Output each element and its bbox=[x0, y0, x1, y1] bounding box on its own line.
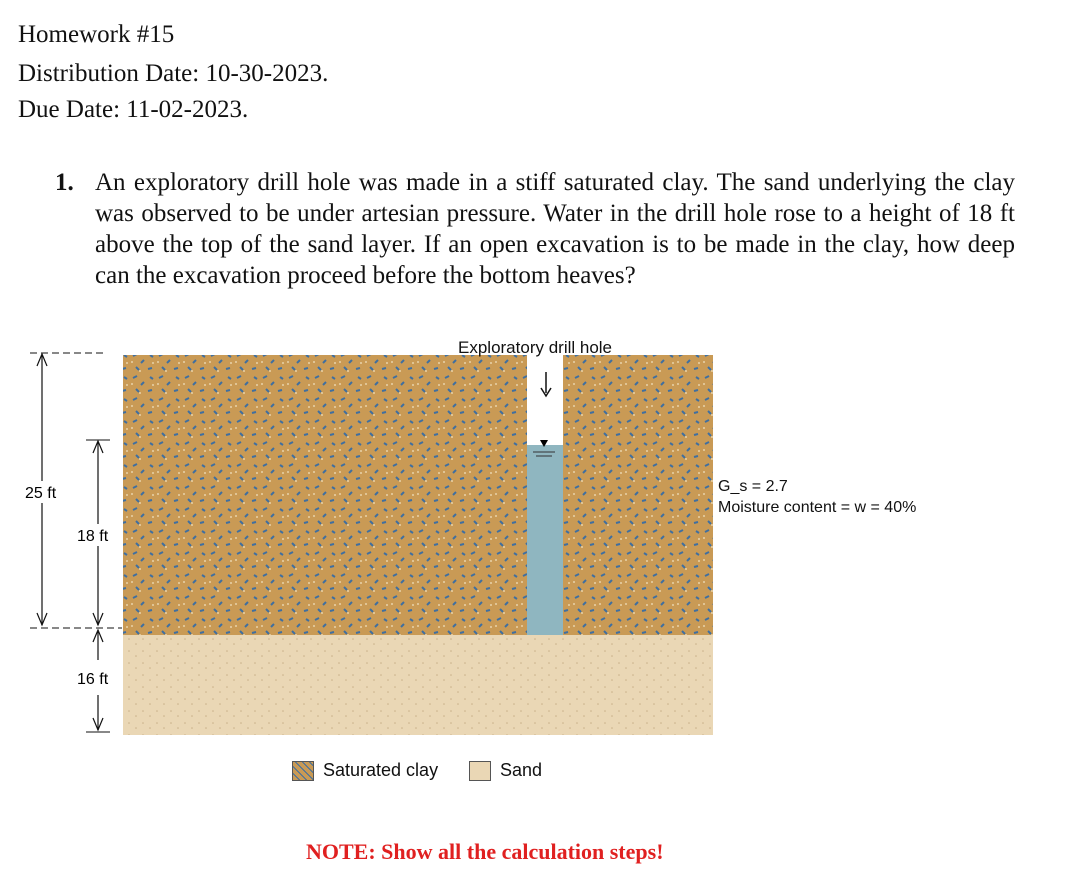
dim-16ft: 16 ft bbox=[77, 671, 109, 688]
sand-layer bbox=[123, 635, 713, 735]
homework-title: Homework #15 bbox=[18, 21, 175, 48]
clay-swatch bbox=[292, 761, 314, 781]
calculation-note: NOTE: Show all the calculation steps! bbox=[306, 839, 664, 864]
question-1 bbox=[55, 167, 1015, 291]
drill-hole-label: Exploratory drill hole bbox=[458, 338, 613, 357]
legend-clay bbox=[292, 760, 438, 781]
clay-layer bbox=[123, 355, 713, 635]
legend-sand bbox=[469, 760, 542, 781]
legend-clay-label: Saturated clay bbox=[323, 760, 439, 780]
sand-swatch bbox=[469, 761, 491, 781]
legend-sand-label: Sand bbox=[500, 760, 543, 780]
question-number: 1. bbox=[55, 169, 74, 196]
dim-18ft: 18 ft bbox=[77, 528, 109, 545]
distribution-date: Distribution Date: 10-30-2023. bbox=[18, 60, 329, 87]
given-moisture-content: Moisture content = w = 40% bbox=[718, 499, 917, 516]
water-column bbox=[527, 445, 563, 635]
question-text: An exploratory drill hole was made in a stiff saturated clay. The sand underlying the clay was observed to be under artesian pressure. Water in the drill hole rose to a height of 18 ft above the top of the sand layer. If an open excavation is to be made in the clay, how deep can the excavation proceed before the bottom heaves? bbox=[95, 169, 1015, 289]
soil-profile-figure bbox=[0, 320, 1065, 750]
given-specific-gravity: G_s = 2.7 bbox=[718, 478, 788, 495]
due-date: Due Date: 11-02-2023. bbox=[18, 96, 249, 123]
dim-25ft: 25 ft bbox=[25, 485, 57, 502]
